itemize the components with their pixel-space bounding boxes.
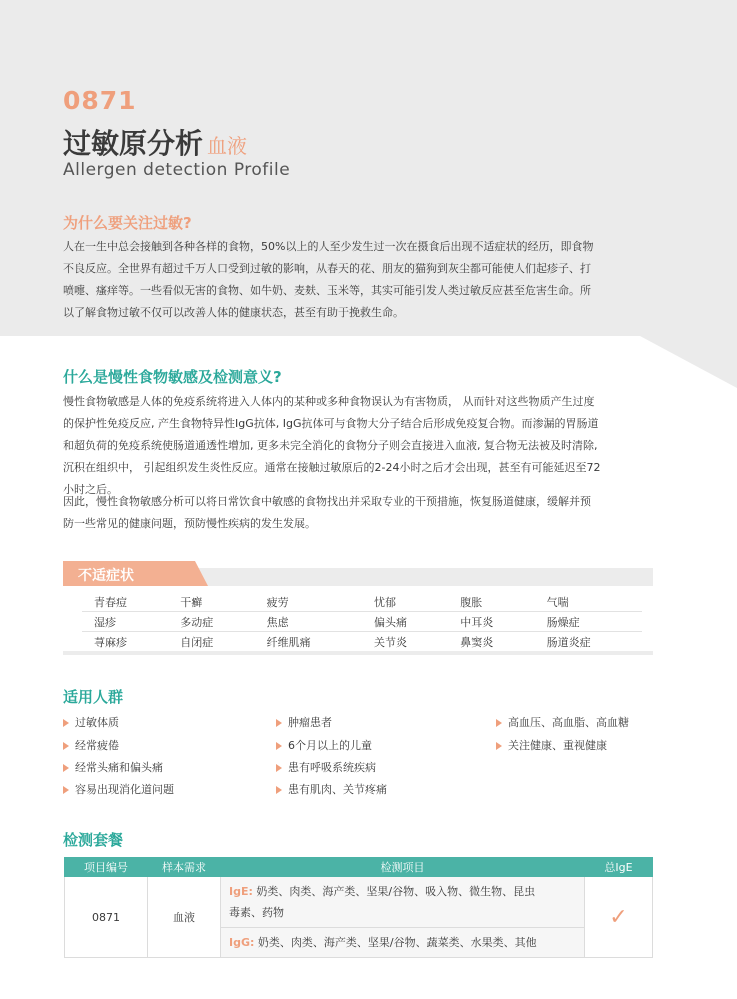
audience-label: 容易出现消化道问题: [75, 783, 174, 796]
triangle-bullet-icon: [276, 719, 282, 727]
symptom-cell: 气喘: [535, 592, 642, 612]
chronic-line: 沉积在组织中， 引起组织发生炎性反应。通常在接触过敏原后的2-24小时之后才会出现，甚至有可能延迟至72: [63, 461, 601, 474]
audience-item: [276, 759, 376, 775]
audience-item: [63, 737, 119, 753]
symptom-cell: 纤维肌痛: [255, 632, 362, 652]
audience-item: [276, 781, 387, 797]
chronic-line: 小时之后。: [63, 483, 118, 496]
audience-label: 关注健康、重视健康: [508, 739, 607, 752]
triangle-bullet-icon: [63, 786, 69, 794]
why-line: 不良反应。全世界有超过千万人口受到过敏的影响，从春天的花、朋友的猫狗到灰尘都可能使人们起疹子、打: [63, 262, 591, 275]
triangle-bullet-icon: [63, 764, 69, 772]
symptom-cell: 焦虑: [255, 612, 362, 632]
chronic-paragraph-2: [63, 491, 655, 535]
audience-item: [63, 759, 163, 775]
symptom-cell: 忧郁: [362, 592, 448, 612]
chronic-line: 防一些常见的健康问题，预防慢性疾病的发生发展。: [63, 517, 316, 530]
symptom-cell: 肠燥症: [535, 612, 642, 632]
symptoms-bottom-rule: [63, 651, 653, 655]
audience-label: 经常疲倦: [75, 739, 119, 752]
chronic-heading: 什么是慢性食物敏感及检测意义?: [63, 368, 282, 386]
table-row: [82, 592, 642, 612]
header-code: 项目编号: [65, 858, 148, 877]
package-heading: 检测套餐: [63, 831, 124, 849]
symptom-cell: 肠道炎症: [535, 632, 642, 652]
triangle-bullet-icon: [63, 719, 69, 727]
product-code: 0871: [63, 86, 137, 115]
header-items: 检测项目: [221, 858, 585, 877]
header-total-ige: 总IgE: [585, 858, 653, 877]
symptom-cell: 自闭症: [168, 632, 254, 652]
symptom-cell: 荨麻疹: [82, 632, 168, 652]
audience-label: 肿瘤患者: [288, 716, 332, 729]
why-heading: 为什么要关注过敏?: [63, 214, 192, 232]
audience-heading: 适用人群: [63, 688, 124, 706]
symptoms-table: [82, 592, 642, 652]
triangle-bullet-icon: [496, 742, 502, 750]
chronic-paragraph-1: [63, 391, 655, 501]
triangle-bullet-icon: [63, 742, 69, 750]
table-header-row: [65, 858, 653, 877]
symptom-cell: 疲劳: [255, 592, 362, 612]
symptom-cell: 鼻窦炎: [448, 632, 534, 652]
symptom-cell: 腹胀: [448, 592, 534, 612]
table-row: [65, 877, 653, 928]
ige-items: [221, 877, 585, 928]
english-subtitle: Allergen detection Profile: [63, 160, 291, 180]
chronic-line: 慢性食物敏感是人体的免疫系统将进入人体内的某种或多种食物误认为有害物质， 从而针对这些物质产生过度: [63, 395, 595, 408]
audience-item: [276, 737, 372, 753]
symptom-cell: 湿疹: [82, 612, 168, 632]
chronic-line: 和超负荷的免疫系统使肠道通透性增加, 更多未完全消化的食物分子则会直接进入血液, 复合物无法被及时清除,: [63, 439, 598, 452]
ige-list-line1: 奶类、肉类、海产类、坚果/谷物、吸入物、微生物、昆虫: [252, 885, 536, 898]
package-sample: 血液: [148, 877, 221, 958]
check-mark: ✓: [609, 904, 628, 930]
triangle-bullet-icon: [276, 742, 282, 750]
audience-label: 患有肌肉、关节疼痛: [288, 783, 387, 796]
audience-item: [496, 737, 607, 753]
symptom-cell: 关节炎: [362, 632, 448, 652]
audience-item: [276, 714, 332, 730]
audience-label: 患有呼吸系统疾病: [288, 761, 376, 774]
igg-list: 奶类、肉类、海产类、坚果/谷物、蔬菜类、水果类、其他: [254, 936, 537, 949]
symptom-cell: 偏头痛: [362, 612, 448, 632]
audience-label: 高血压、高血脂、高血糖: [508, 716, 629, 729]
why-line: 喷嚏、瘙痒等。一些看似无害的食物、如牛奶、麦麸、玉米等，其实可能引发人类过敏反应甚至危害生命。所: [63, 284, 591, 297]
ige-list-line2: 毒素、药物: [229, 906, 284, 919]
symptom-cell: 多动症: [168, 612, 254, 632]
symptom-cell: 青春痘: [82, 592, 168, 612]
triangle-bullet-icon: [496, 719, 502, 727]
igg-label: IgG:: [229, 936, 255, 949]
audience-item: [63, 781, 174, 797]
page-title: [63, 122, 247, 162]
title-main: 过敏原分析: [63, 127, 204, 160]
chronic-line: 的保护性免疫反应, 产生食物特异性IgG抗体, IgG抗体可与食物大分子结合后形成免疫复合物。而渗漏的胃肠道: [63, 417, 599, 430]
title-sample: 血液: [207, 134, 248, 158]
chronic-line: 因此，慢性食物敏感分析可以将日常饮食中敏感的食物找出并采取专业的干预措施，恢复肠道健康，缓解并预: [63, 495, 591, 508]
why-paragraph: [63, 236, 655, 324]
why-line: 以了解食物过敏不仅可以改善人体的健康状态，甚至有助于挽救生命。: [63, 306, 404, 319]
igg-items: [221, 928, 585, 958]
ige-label: IgE:: [229, 885, 253, 898]
total-ige-check-icon: [585, 877, 653, 958]
header-sample: 样本需求: [148, 858, 221, 877]
audience-item: [496, 714, 629, 730]
header-background: [0, 0, 737, 388]
audience-label: 过敏体质: [75, 716, 119, 729]
package-code: 0871: [65, 877, 148, 958]
audience-item: [63, 714, 119, 730]
audience-label: 经常头痛和偏头痛: [75, 761, 163, 774]
triangle-bullet-icon: [276, 764, 282, 772]
symptoms-tab-label: 不适症状: [78, 568, 134, 584]
table-row: [82, 632, 642, 652]
symptom-cell: 干癣: [168, 592, 254, 612]
table-row: [82, 612, 642, 632]
audience-label: 6个月以上的儿童: [288, 739, 372, 752]
symptom-cell: 中耳炎: [448, 612, 534, 632]
package-table: [64, 857, 653, 958]
why-line: 人在一生中总会接触到各种各样的食物，50%以上的人至少发生过一次在摄食后出现不适症状的经历，即食物: [63, 240, 594, 253]
triangle-bullet-icon: [276, 786, 282, 794]
